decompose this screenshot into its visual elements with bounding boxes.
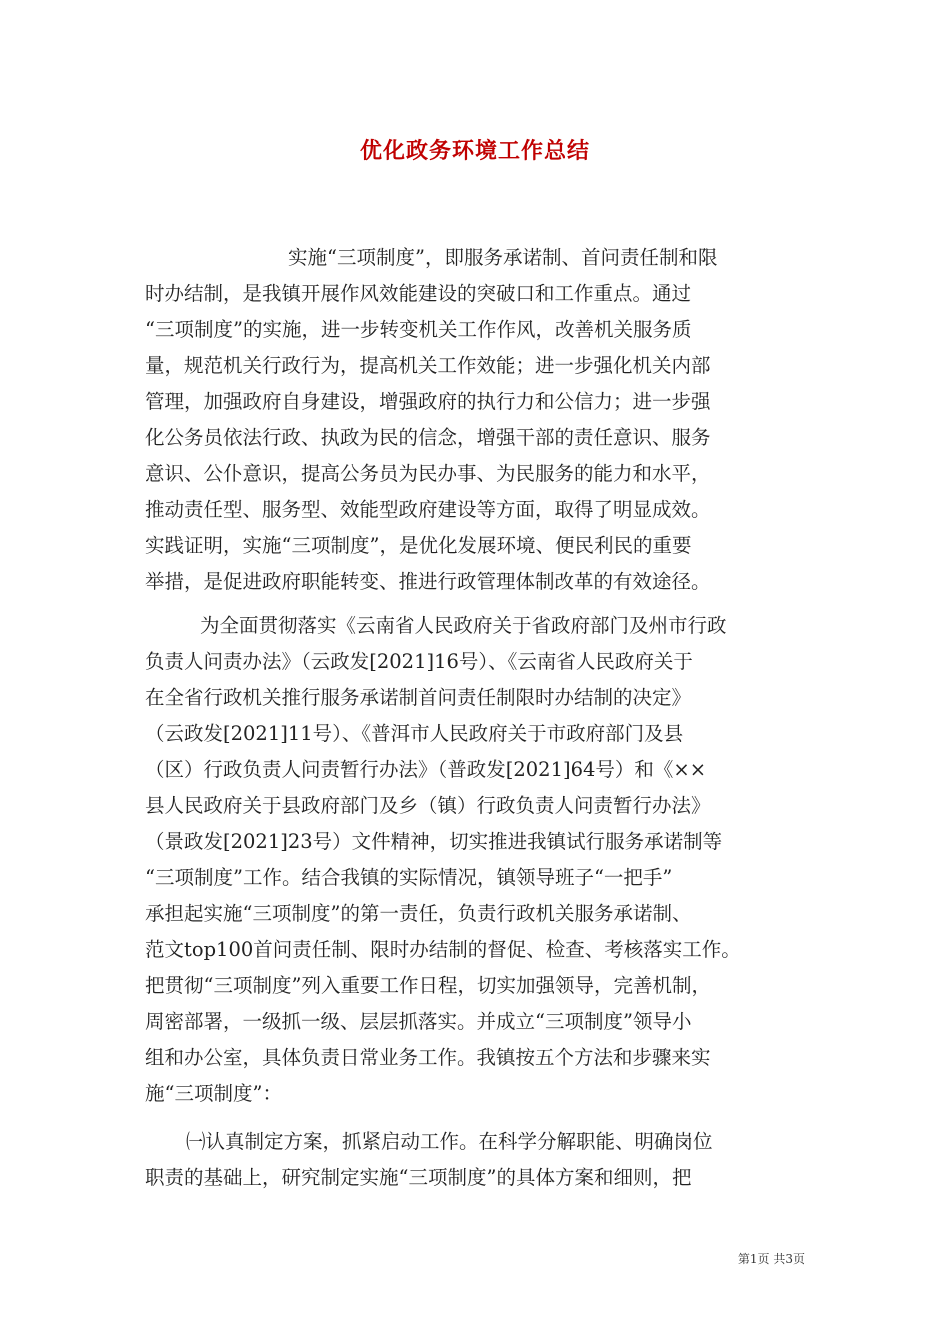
body-line: ㈠认真制定方案，抓紧启动工作。在科学分解职能、明确岗位 bbox=[186, 1130, 713, 1153]
body-line: “三项制度”的实施，进一步转变机关工作作风，改善机关服务质 bbox=[145, 318, 692, 341]
body-line: （云政发[2021]11号）、《普洱市人民政府关于市政府部门及县 bbox=[145, 722, 684, 745]
body-line: 推动责任型、服务型、效能型政府建设等方面，取得了明显成效。 bbox=[145, 498, 711, 521]
page-title: 优化政务环境工作总结 bbox=[359, 138, 590, 164]
body-line: 职责的基础上，研究制定实施“三项制度”的具体方案和细则，把 bbox=[145, 1166, 692, 1189]
body-line: 量，规范机关行政行为，提高机关工作效能；进一步强化机关内部 bbox=[145, 354, 711, 377]
body-line: “三项制度”工作。结合我镇的实际情况，镇领导班子“一把手” bbox=[145, 866, 673, 889]
body-line: 在全省行政机关推行服务承诺制首问责任制限时办结制的决定》 bbox=[145, 686, 692, 709]
body-line: 承担起实施“三项制度”的第一责任，负责行政机关服务承诺制、 bbox=[145, 902, 692, 925]
body-line: 举措，是促进政府职能转变、推进行政管理体制改革的有效途径。 bbox=[145, 570, 711, 593]
body-line: 周密部署，一级抓一级、层层抓落实。并成立“三项制度”领导小 bbox=[145, 1010, 692, 1033]
body-line: （区）行政负责人问责暂行办法》（普政发[2021]64号）和《×× bbox=[145, 758, 707, 781]
body-line: 组和办公室，具体负责日常业务工作。我镇按五个方法和步骤来实 bbox=[145, 1046, 711, 1069]
body-line: 县人民政府关于县政府部门及乡（镇）行政负责人问责暂行办法》 bbox=[145, 794, 711, 817]
page-number: 第1页 共3页 bbox=[737, 1252, 805, 1266]
body-line: 负责人问责办法》（云政发[2021]16号）、《云南省人民政府关于 bbox=[145, 650, 693, 673]
body-line: 实践证明，实施“三项制度”，是优化发展环境、便民利民的重要 bbox=[145, 534, 692, 557]
body-line: 实施“三项制度”，即服务承诺制、首问责任制和限 bbox=[288, 246, 718, 269]
body-line: 管理，加强政府自身建设，增强政府的执行力和公信力；进一步强 bbox=[145, 390, 711, 413]
body-line: 把贯彻“三项制度”列入重要工作日程，切实加强领导，完善机制， bbox=[145, 974, 711, 997]
body-line: （景政发[2021]23号）文件精神，切实推进我镇试行服务承诺制等 bbox=[145, 830, 723, 853]
body-line: 化公务员依法行政、执政为民的信念，增强干部的责任意识、服务 bbox=[145, 426, 711, 449]
body-line: 为全面贯彻落实《云南省人民政府关于省政府部门及州市行政 bbox=[200, 614, 727, 637]
body-line: 范文top100首问责任制、限时办结制的督促、检查、考核落实工作。 bbox=[145, 938, 741, 961]
body-line: 时办结制，是我镇开展作风效能建设的突破口和工作重点。通过 bbox=[145, 282, 692, 305]
body-line: 意识、公仆意识，提高公务员为民办事、为民服务的能力和水平， bbox=[145, 462, 711, 485]
body-line: 施“三项制度”： bbox=[145, 1082, 282, 1105]
